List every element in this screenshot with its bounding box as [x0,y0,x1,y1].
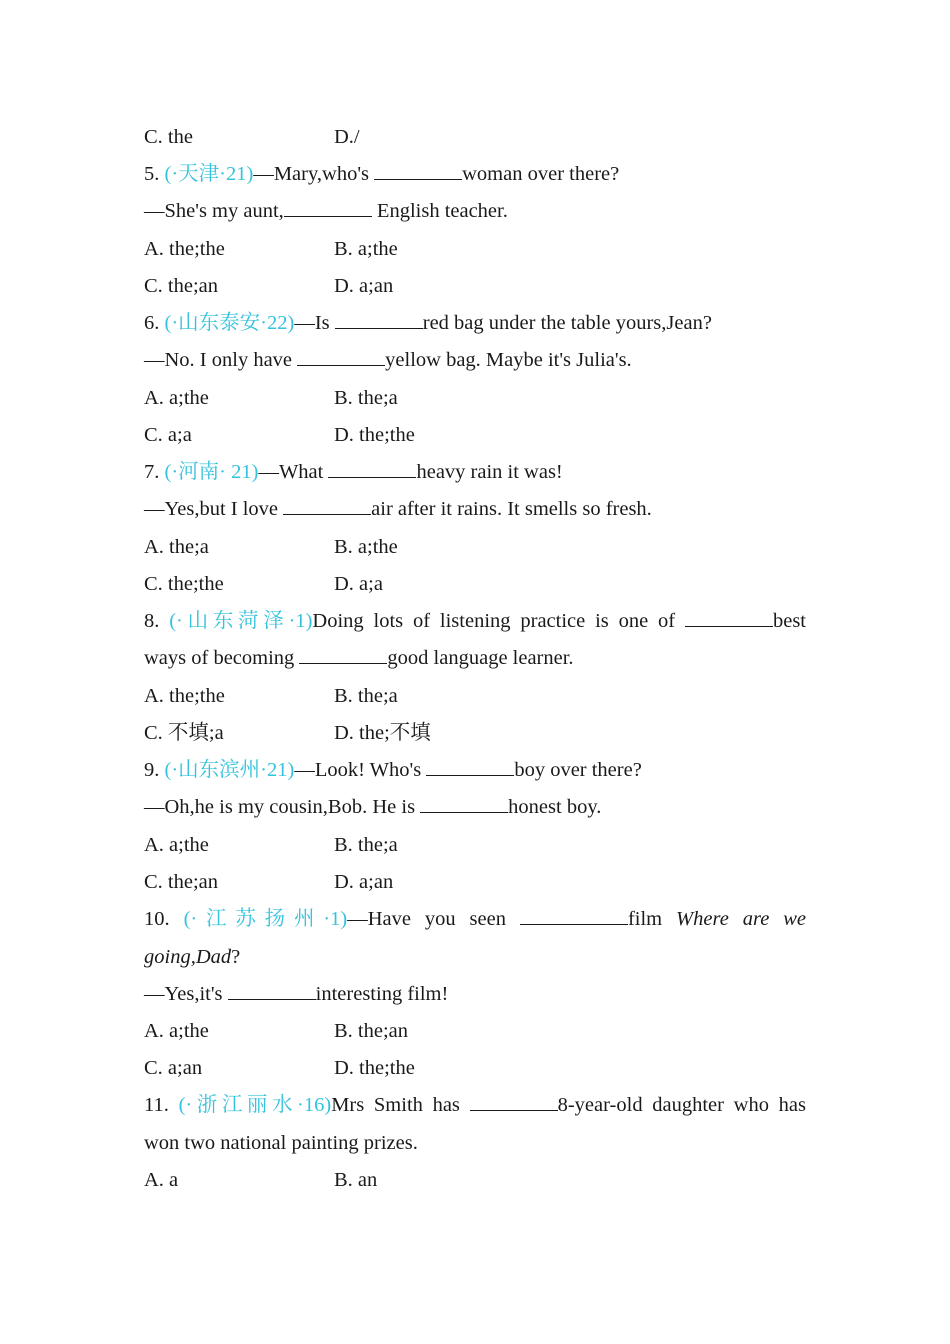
q5-options-ab [144,237,806,261]
q6-options-cd [144,423,806,447]
q6-blank-2[interactable] [297,348,385,366]
q11-option-a: A. a [144,1169,179,1191]
q8-line-2 [144,646,806,670]
q7-stem [144,460,806,484]
q11-options-ab [144,1168,806,1192]
q8-text-3: ways of becoming [144,647,300,669]
q7-text-1: —What [258,461,329,483]
q6-option-d: D. the;the [334,424,415,446]
q5-options-cd [144,274,806,298]
q5-stem [144,162,806,186]
q11-option-b: B. an [334,1169,378,1191]
q11-text-1: Mrs Smith has [331,1094,470,1116]
q7-reply-1: —Yes,but I love [144,498,284,520]
q8-number: 8. [144,610,170,632]
q8-option-b: B. the;a [334,685,398,707]
q9-number: 9. [144,759,165,781]
q7-number: 7. [144,461,165,483]
q10-stem [144,907,806,931]
q9-option-a: A. a;the [144,834,209,856]
q11-line-2 [144,1131,806,1155]
q6-number: 6. [144,312,165,334]
q10-film-title-1: Where are we [676,908,806,930]
q7-reply [144,497,806,521]
q5-text-1: —Mary,who's [253,163,375,185]
q4-option-c: C. the [144,126,193,148]
q8-option-a: A. the;the [144,685,225,707]
q8-option-c: C. 不填;a [144,722,224,744]
q10-option-a: A. a;the [144,1020,209,1042]
q5-option-b: B. a;the [334,238,398,260]
q10-options-ab [144,1019,806,1043]
q10-reply [144,982,806,1006]
q10-option-c: C. a;an [144,1057,203,1079]
q9-stem [144,758,806,782]
q10-blank-2[interactable] [228,982,316,1000]
q6-option-a: A. a;the [144,387,209,409]
q6-option-c: C. a;a [144,424,192,446]
q7-reply-2: air after it rains. It smells so fresh. [371,498,652,520]
q8-stem [144,609,806,633]
q6-reply-1: —No. I only have [144,349,298,371]
q10-option-b: B. the;an [334,1020,409,1042]
q5-option-c: C. the;an [144,275,219,297]
q10-text-1: —Have you seen [347,908,520,930]
q9-reply [144,795,806,819]
q5-number: 5. [144,163,165,185]
q10-options-cd [144,1056,806,1080]
q9-text-2: boy over there? [514,759,642,781]
q8-text-2: best [772,610,807,632]
q10-film-title-2: going,Dad [144,946,232,968]
q9-blank-1[interactable] [426,758,514,776]
q6-reply-2: yellow bag. Maybe it's Julia's. [385,349,632,371]
q9-option-b: B. the;a [334,834,398,856]
q6-text-1: —Is [294,312,335,334]
q5-blank-1[interactable] [374,162,462,180]
q11-number: 11. [144,1094,179,1116]
q11-text-2: 8-year-old daughter who has [557,1094,806,1116]
q11-blank-1[interactable] [470,1093,558,1111]
q8-options-ab [144,684,806,708]
q9-option-d: D. a;an [334,871,394,893]
q8-text-1: Doing lots of listening practice is one of [312,610,685,632]
q11-text-3: won two national painting prizes. [144,1132,418,1154]
q9-options-cd [144,870,806,894]
q10-question-mark: ? [231,946,241,968]
q5-option-a: A. the;the [144,238,225,260]
q9-reply-1: —Oh,he is my cousin,Bob. He is [144,796,421,818]
q7-source-tag: (·河南· 21) [164,461,259,483]
q4-option-d: D./ [334,126,360,148]
q5-reply-2: English teacher. [371,200,508,222]
q6-text-2: red bag under the table yours,Jean? [422,312,712,334]
q7-options-cd [144,572,806,596]
q7-blank-2[interactable] [283,497,371,515]
q8-text-4: good language learner. [387,647,574,669]
q6-source-tag: (·山东泰安·22) [164,312,295,334]
q7-blank-1[interactable] [328,460,416,478]
q7-option-c: C. the;the [144,573,224,595]
q10-reply-2: interesting film! [315,983,449,1005]
q6-blank-1[interactable] [335,311,423,329]
q8-blank-2[interactable] [299,646,387,664]
q9-text-1: —Look! Who's [294,759,427,781]
q8-options-cd [144,721,806,745]
q9-blank-2[interactable] [420,795,508,813]
q9-option-c: C. the;an [144,871,219,893]
q10-number: 10. [144,908,184,930]
q10-source-tag: (·江苏扬州·1) [183,908,348,930]
q8-blank-1[interactable] [685,609,773,627]
q8-option-d: D. the;不填 [334,722,431,744]
q5-text-2: woman over there? [462,163,620,185]
q10-line-2 [144,945,806,969]
q5-blank-2[interactable] [284,199,372,217]
q10-option-d: D. the;the [334,1057,415,1079]
q8-source-tag: (·山东菏泽·1) [169,610,313,632]
q10-text-2: film [627,908,677,930]
q6-option-b: B. the;a [334,387,398,409]
q7-option-d: D. a;a [334,573,383,595]
q6-stem [144,311,806,335]
q11-source-tag: (·浙江丽水·16) [178,1094,332,1116]
q6-options-ab [144,386,806,410]
q6-reply [144,348,806,372]
q4-options-cd [144,125,806,149]
q10-reply-1: —Yes,it's [144,983,228,1005]
q7-options-ab [144,535,806,559]
q10-blank-1[interactable] [520,907,628,925]
q7-text-2: heavy rain it was! [416,461,563,483]
q5-option-d: D. a;an [334,275,394,297]
q7-option-a: A. the;a [144,536,209,558]
q5-reply-1: —She's my aunt, [144,200,284,222]
q9-options-ab [144,833,806,857]
q11-stem [144,1093,806,1117]
q9-reply-2: honest boy. [508,796,602,818]
q5-reply [144,199,806,223]
q9-source-tag: (·山东滨州·21) [164,759,295,781]
q5-source-tag: (·天津·21) [164,163,254,185]
q7-option-b: B. a;the [334,536,398,558]
